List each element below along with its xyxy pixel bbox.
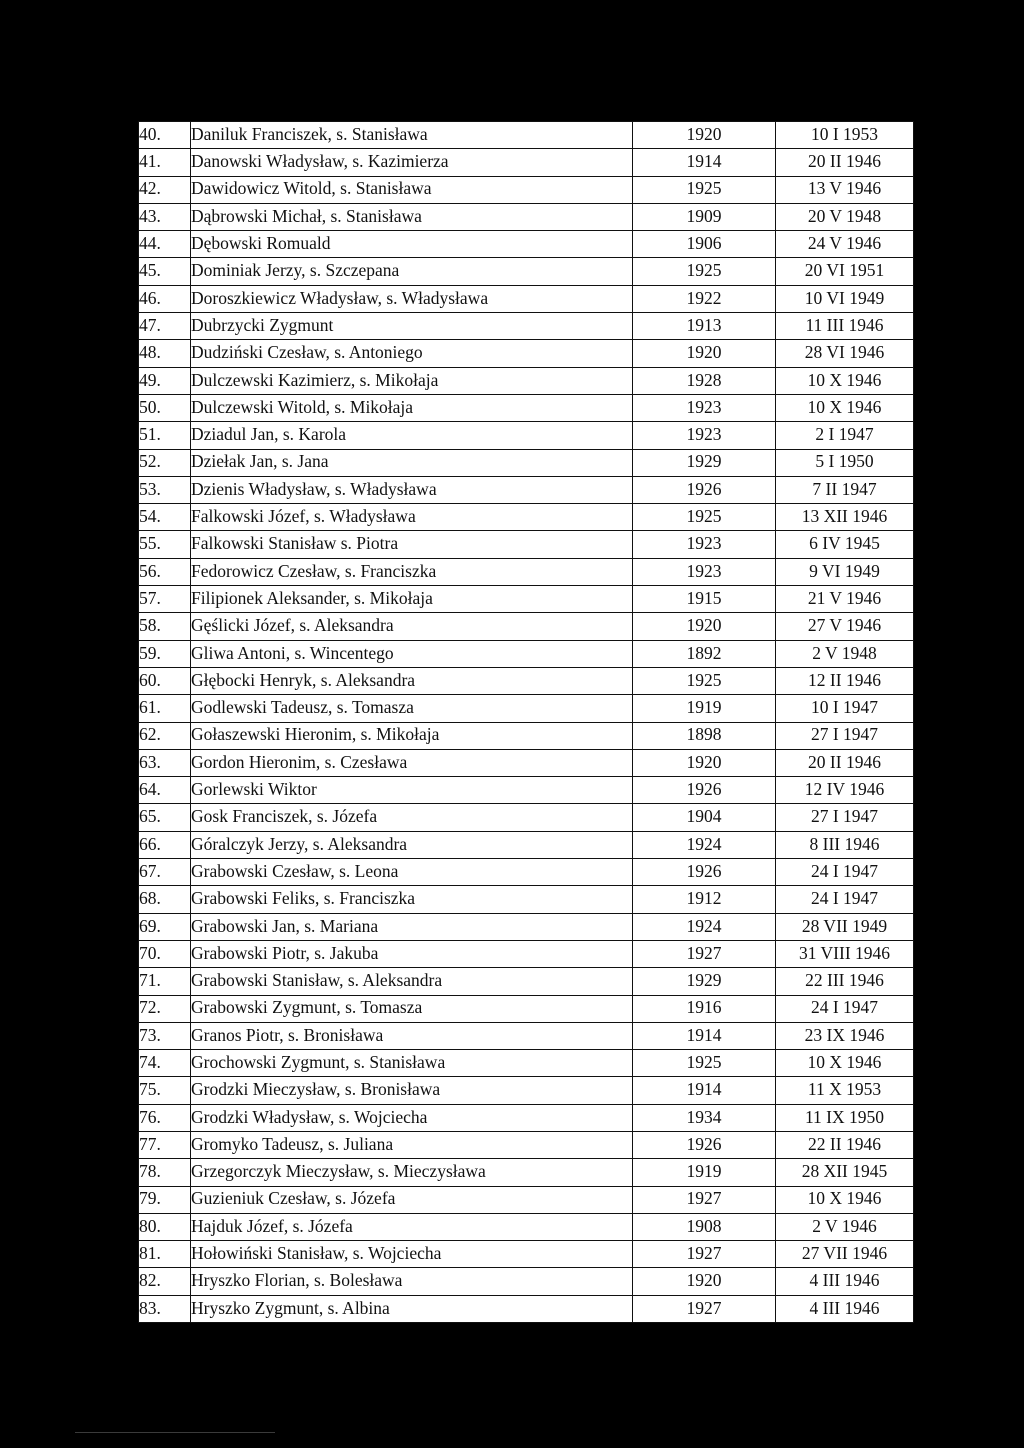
row-number-cell: 44. xyxy=(139,231,191,258)
table-row xyxy=(139,886,914,913)
record-date-cell: 31 VIII 1946 xyxy=(776,940,914,967)
person-name-cell: Dulczewski Witold, s. Mikołaja xyxy=(191,394,633,421)
record-date-cell: 2 V 1948 xyxy=(776,640,914,667)
document-page xyxy=(138,121,913,1323)
table-row xyxy=(139,586,914,613)
birth-year-cell: 1919 xyxy=(633,1159,776,1186)
record-date-cell: 11 IX 1950 xyxy=(776,1104,914,1131)
table-row xyxy=(139,231,914,258)
record-date-cell: 4 III 1946 xyxy=(776,1295,914,1322)
record-date-cell: 10 X 1946 xyxy=(776,1186,914,1213)
record-date-cell: 10 I 1953 xyxy=(776,122,914,149)
birth-year-cell: 1909 xyxy=(633,203,776,230)
record-date-cell: 28 VII 1949 xyxy=(776,913,914,940)
birth-year-cell: 1925 xyxy=(633,504,776,531)
record-date-cell: 8 III 1946 xyxy=(776,831,914,858)
table-row xyxy=(139,640,914,667)
birth-year-cell: 1927 xyxy=(633,1186,776,1213)
record-date-cell: 22 II 1946 xyxy=(776,1131,914,1158)
row-number-cell: 59. xyxy=(139,640,191,667)
record-date-cell: 12 II 1946 xyxy=(776,667,914,694)
birth-year-cell: 1924 xyxy=(633,831,776,858)
person-name-cell: Hryszko Zygmunt, s. Albina xyxy=(191,1295,633,1322)
row-number-cell: 57. xyxy=(139,586,191,613)
person-name-cell: Filipionek Aleksander, s. Mikołaja xyxy=(191,586,633,613)
record-date-cell: 24 I 1947 xyxy=(776,859,914,886)
person-name-cell: Falkowski Stanisław s. Piotra xyxy=(191,531,633,558)
row-number-cell: 47. xyxy=(139,313,191,340)
person-name-cell: Dzienis Władysław, s. Władysława xyxy=(191,476,633,503)
birth-year-cell: 1914 xyxy=(633,149,776,176)
table-row xyxy=(139,859,914,886)
person-name-cell: Grzegorczyk Mieczysław, s. Mieczysława xyxy=(191,1159,633,1186)
row-number-cell: 73. xyxy=(139,1022,191,1049)
row-number-cell: 45. xyxy=(139,258,191,285)
person-name-cell: Grabowski Zygmunt, s. Tomasza xyxy=(191,995,633,1022)
record-date-cell: 27 I 1947 xyxy=(776,722,914,749)
birth-year-cell: 1926 xyxy=(633,1131,776,1158)
row-number-cell: 71. xyxy=(139,968,191,995)
record-date-cell: 27 V 1946 xyxy=(776,613,914,640)
birth-year-cell: 1914 xyxy=(633,1022,776,1049)
birth-year-cell: 1923 xyxy=(633,558,776,585)
row-number-cell: 43. xyxy=(139,203,191,230)
table-row xyxy=(139,995,914,1022)
person-name-cell: Grabowski Stanisław, s. Aleksandra xyxy=(191,968,633,995)
birth-year-cell: 1924 xyxy=(633,913,776,940)
person-name-cell: Godlewski Tadeusz, s. Tomasza xyxy=(191,695,633,722)
record-date-cell: 12 IV 1946 xyxy=(776,777,914,804)
person-name-cell: Gliwa Antoni, s. Wincentego xyxy=(191,640,633,667)
record-date-cell: 24 I 1947 xyxy=(776,886,914,913)
person-name-cell: Fedorowicz Czesław, s. Franciszka xyxy=(191,558,633,585)
table-row xyxy=(139,558,914,585)
table-row xyxy=(139,367,914,394)
birth-year-cell: 1920 xyxy=(633,1268,776,1295)
record-date-cell: 7 II 1947 xyxy=(776,476,914,503)
person-name-cell: Gęślicki Józef, s. Aleksandra xyxy=(191,613,633,640)
row-number-cell: 62. xyxy=(139,722,191,749)
birth-year-cell: 1934 xyxy=(633,1104,776,1131)
row-number-cell: 77. xyxy=(139,1131,191,1158)
table-row xyxy=(139,804,914,831)
person-name-cell: Dubrzycki Zygmunt xyxy=(191,313,633,340)
record-date-cell: 10 X 1946 xyxy=(776,394,914,421)
record-date-cell: 21 V 1946 xyxy=(776,586,914,613)
row-number-cell: 63. xyxy=(139,749,191,776)
person-name-cell: Gosk Franciszek, s. Józefa xyxy=(191,804,633,831)
birth-year-cell: 1906 xyxy=(633,231,776,258)
row-number-cell: 66. xyxy=(139,831,191,858)
row-number-cell: 55. xyxy=(139,531,191,558)
person-name-cell: Dominiak Jerzy, s. Szczepana xyxy=(191,258,633,285)
row-number-cell: 69. xyxy=(139,913,191,940)
row-number-cell: 40. xyxy=(139,122,191,149)
row-number-cell: 60. xyxy=(139,667,191,694)
table-row xyxy=(139,1268,914,1295)
table-row xyxy=(139,940,914,967)
person-name-cell: Grodzki Władysław, s. Wojciecha xyxy=(191,1104,633,1131)
row-number-cell: 70. xyxy=(139,940,191,967)
table-row xyxy=(139,313,914,340)
birth-year-cell: 1908 xyxy=(633,1213,776,1240)
row-number-cell: 61. xyxy=(139,695,191,722)
person-name-cell: Gordon Hieronim, s. Czesława xyxy=(191,749,633,776)
record-date-cell: 13 XII 1946 xyxy=(776,504,914,531)
birth-year-cell: 1926 xyxy=(633,476,776,503)
row-number-cell: 65. xyxy=(139,804,191,831)
record-date-cell: 20 II 1946 xyxy=(776,149,914,176)
row-number-cell: 49. xyxy=(139,367,191,394)
record-date-cell: 2 I 1947 xyxy=(776,422,914,449)
person-name-cell: Grochowski Zygmunt, s. Stanisława xyxy=(191,1050,633,1077)
table-row xyxy=(139,203,914,230)
birth-year-cell: 1926 xyxy=(633,859,776,886)
table-row xyxy=(139,531,914,558)
row-number-cell: 46. xyxy=(139,285,191,312)
person-name-cell: Daniluk Franciszek, s. Stanisława xyxy=(191,122,633,149)
row-number-cell: 67. xyxy=(139,859,191,886)
person-name-cell: Guzieniuk Czesław, s. Józefa xyxy=(191,1186,633,1213)
row-number-cell: 41. xyxy=(139,149,191,176)
person-name-cell: Grodzki Mieczysław, s. Bronisława xyxy=(191,1077,633,1104)
table-row xyxy=(139,722,914,749)
person-name-cell: Góralczyk Jerzy, s. Aleksandra xyxy=(191,831,633,858)
table-row xyxy=(139,1159,914,1186)
row-number-cell: 54. xyxy=(139,504,191,531)
birth-year-cell: 1925 xyxy=(633,1050,776,1077)
table-row xyxy=(139,968,914,995)
person-name-cell: Dziadul Jan, s. Karola xyxy=(191,422,633,449)
row-number-cell: 64. xyxy=(139,777,191,804)
row-number-cell: 68. xyxy=(139,886,191,913)
birth-year-cell: 1923 xyxy=(633,531,776,558)
table-row xyxy=(139,394,914,421)
person-name-cell: Dawidowicz Witold, s. Stanisława xyxy=(191,176,633,203)
table-row xyxy=(139,749,914,776)
record-date-cell: 24 V 1946 xyxy=(776,231,914,258)
birth-year-cell: 1922 xyxy=(633,285,776,312)
record-date-cell: 10 I 1947 xyxy=(776,695,914,722)
record-date-cell: 9 VI 1949 xyxy=(776,558,914,585)
person-name-cell: Grabowski Piotr, s. Jakuba xyxy=(191,940,633,967)
person-name-cell: Granos Piotr, s. Bronisława xyxy=(191,1022,633,1049)
record-date-cell: 2 V 1946 xyxy=(776,1213,914,1240)
table-row xyxy=(139,777,914,804)
birth-year-cell: 1926 xyxy=(633,777,776,804)
row-number-cell: 83. xyxy=(139,1295,191,1322)
birth-year-cell: 1929 xyxy=(633,449,776,476)
row-number-cell: 53. xyxy=(139,476,191,503)
table-row xyxy=(139,1022,914,1049)
record-date-cell: 20 II 1946 xyxy=(776,749,914,776)
record-date-cell: 10 X 1946 xyxy=(776,1050,914,1077)
birth-year-cell: 1923 xyxy=(633,394,776,421)
records-table xyxy=(138,121,914,1323)
table-row xyxy=(139,422,914,449)
birth-year-cell: 1925 xyxy=(633,667,776,694)
record-date-cell: 23 IX 1946 xyxy=(776,1022,914,1049)
row-number-cell: 78. xyxy=(139,1159,191,1186)
table-row xyxy=(139,1241,914,1268)
row-number-cell: 81. xyxy=(139,1241,191,1268)
birth-year-cell: 1928 xyxy=(633,367,776,394)
record-date-cell: 27 I 1947 xyxy=(776,804,914,831)
birth-year-cell: 1904 xyxy=(633,804,776,831)
person-name-cell: Dziełak Jan, s. Jana xyxy=(191,449,633,476)
record-date-cell: 28 XII 1945 xyxy=(776,1159,914,1186)
person-name-cell: Gorlewski Wiktor xyxy=(191,777,633,804)
person-name-cell: Danowski Władysław, s. Kazimierza xyxy=(191,149,633,176)
table-row xyxy=(139,476,914,503)
record-date-cell: 4 III 1946 xyxy=(776,1268,914,1295)
table-row xyxy=(139,176,914,203)
table-row xyxy=(139,122,914,149)
record-date-cell: 10 X 1946 xyxy=(776,367,914,394)
person-name-cell: Dulczewski Kazimierz, s. Mikołaja xyxy=(191,367,633,394)
birth-year-cell: 1913 xyxy=(633,313,776,340)
record-date-cell: 20 VI 1951 xyxy=(776,258,914,285)
table-row xyxy=(139,340,914,367)
birth-year-cell: 1927 xyxy=(633,940,776,967)
footer-divider xyxy=(75,1432,275,1433)
record-date-cell: 28 VI 1946 xyxy=(776,340,914,367)
row-number-cell: 42. xyxy=(139,176,191,203)
record-date-cell: 22 III 1946 xyxy=(776,968,914,995)
row-number-cell: 82. xyxy=(139,1268,191,1295)
birth-year-cell: 1920 xyxy=(633,340,776,367)
person-name-cell: Grabowski Jan, s. Mariana xyxy=(191,913,633,940)
row-number-cell: 48. xyxy=(139,340,191,367)
person-name-cell: Głębocki Henryk, s. Aleksandra xyxy=(191,667,633,694)
birth-year-cell: 1920 xyxy=(633,122,776,149)
table-row xyxy=(139,1131,914,1158)
row-number-cell: 50. xyxy=(139,394,191,421)
person-name-cell: Dudziński Czesław, s. Antoniego xyxy=(191,340,633,367)
person-name-cell: Dębowski Romuald xyxy=(191,231,633,258)
table-row xyxy=(139,667,914,694)
table-row xyxy=(139,1104,914,1131)
row-number-cell: 52. xyxy=(139,449,191,476)
birth-year-cell: 1925 xyxy=(633,258,776,285)
records-table-body xyxy=(139,122,914,1323)
table-row xyxy=(139,285,914,312)
birth-year-cell: 1912 xyxy=(633,886,776,913)
person-name-cell: Gromyko Tadeusz, s. Juliana xyxy=(191,1131,633,1158)
birth-year-cell: 1914 xyxy=(633,1077,776,1104)
person-name-cell: Dąbrowski Michał, s. Stanisława xyxy=(191,203,633,230)
person-name-cell: Grabowski Feliks, s. Franciszka xyxy=(191,886,633,913)
table-row xyxy=(139,831,914,858)
record-date-cell: 11 X 1953 xyxy=(776,1077,914,1104)
table-row xyxy=(139,258,914,285)
birth-year-cell: 1898 xyxy=(633,722,776,749)
birth-year-cell: 1915 xyxy=(633,586,776,613)
row-number-cell: 76. xyxy=(139,1104,191,1131)
table-row xyxy=(139,913,914,940)
birth-year-cell: 1892 xyxy=(633,640,776,667)
person-name-cell: Hajduk Józef, s. Józefa xyxy=(191,1213,633,1240)
row-number-cell: 51. xyxy=(139,422,191,449)
table-row xyxy=(139,1213,914,1240)
table-row xyxy=(139,449,914,476)
record-date-cell: 6 IV 1945 xyxy=(776,531,914,558)
person-name-cell: Doroszkiewicz Władysław, s. Władysława xyxy=(191,285,633,312)
table-row xyxy=(139,504,914,531)
person-name-cell: Gołaszewski Hieronim, s. Mikołaja xyxy=(191,722,633,749)
record-date-cell: 20 V 1948 xyxy=(776,203,914,230)
table-row xyxy=(139,695,914,722)
birth-year-cell: 1920 xyxy=(633,613,776,640)
record-date-cell: 27 VII 1946 xyxy=(776,1241,914,1268)
person-name-cell: Hołowiński Stanisław, s. Wojciecha xyxy=(191,1241,633,1268)
table-row xyxy=(139,1050,914,1077)
table-row xyxy=(139,1077,914,1104)
record-date-cell: 10 VI 1949 xyxy=(776,285,914,312)
row-number-cell: 58. xyxy=(139,613,191,640)
birth-year-cell: 1923 xyxy=(633,422,776,449)
record-date-cell: 24 I 1947 xyxy=(776,995,914,1022)
row-number-cell: 75. xyxy=(139,1077,191,1104)
person-name-cell: Falkowski Józef, s. Władysława xyxy=(191,504,633,531)
birth-year-cell: 1927 xyxy=(633,1295,776,1322)
person-name-cell: Hryszko Florian, s. Bolesława xyxy=(191,1268,633,1295)
birth-year-cell: 1929 xyxy=(633,968,776,995)
table-row xyxy=(139,149,914,176)
row-number-cell: 74. xyxy=(139,1050,191,1077)
record-date-cell: 13 V 1946 xyxy=(776,176,914,203)
row-number-cell: 56. xyxy=(139,558,191,585)
record-date-cell: 5 I 1950 xyxy=(776,449,914,476)
birth-year-cell: 1919 xyxy=(633,695,776,722)
person-name-cell: Grabowski Czesław, s. Leona xyxy=(191,859,633,886)
row-number-cell: 72. xyxy=(139,995,191,1022)
row-number-cell: 79. xyxy=(139,1186,191,1213)
table-row xyxy=(139,1295,914,1322)
row-number-cell: 80. xyxy=(139,1213,191,1240)
birth-year-cell: 1927 xyxy=(633,1241,776,1268)
table-row xyxy=(139,613,914,640)
birth-year-cell: 1920 xyxy=(633,749,776,776)
birth-year-cell: 1925 xyxy=(633,176,776,203)
birth-year-cell: 1916 xyxy=(633,995,776,1022)
table-row xyxy=(139,1186,914,1213)
record-date-cell: 11 III 1946 xyxy=(776,313,914,340)
